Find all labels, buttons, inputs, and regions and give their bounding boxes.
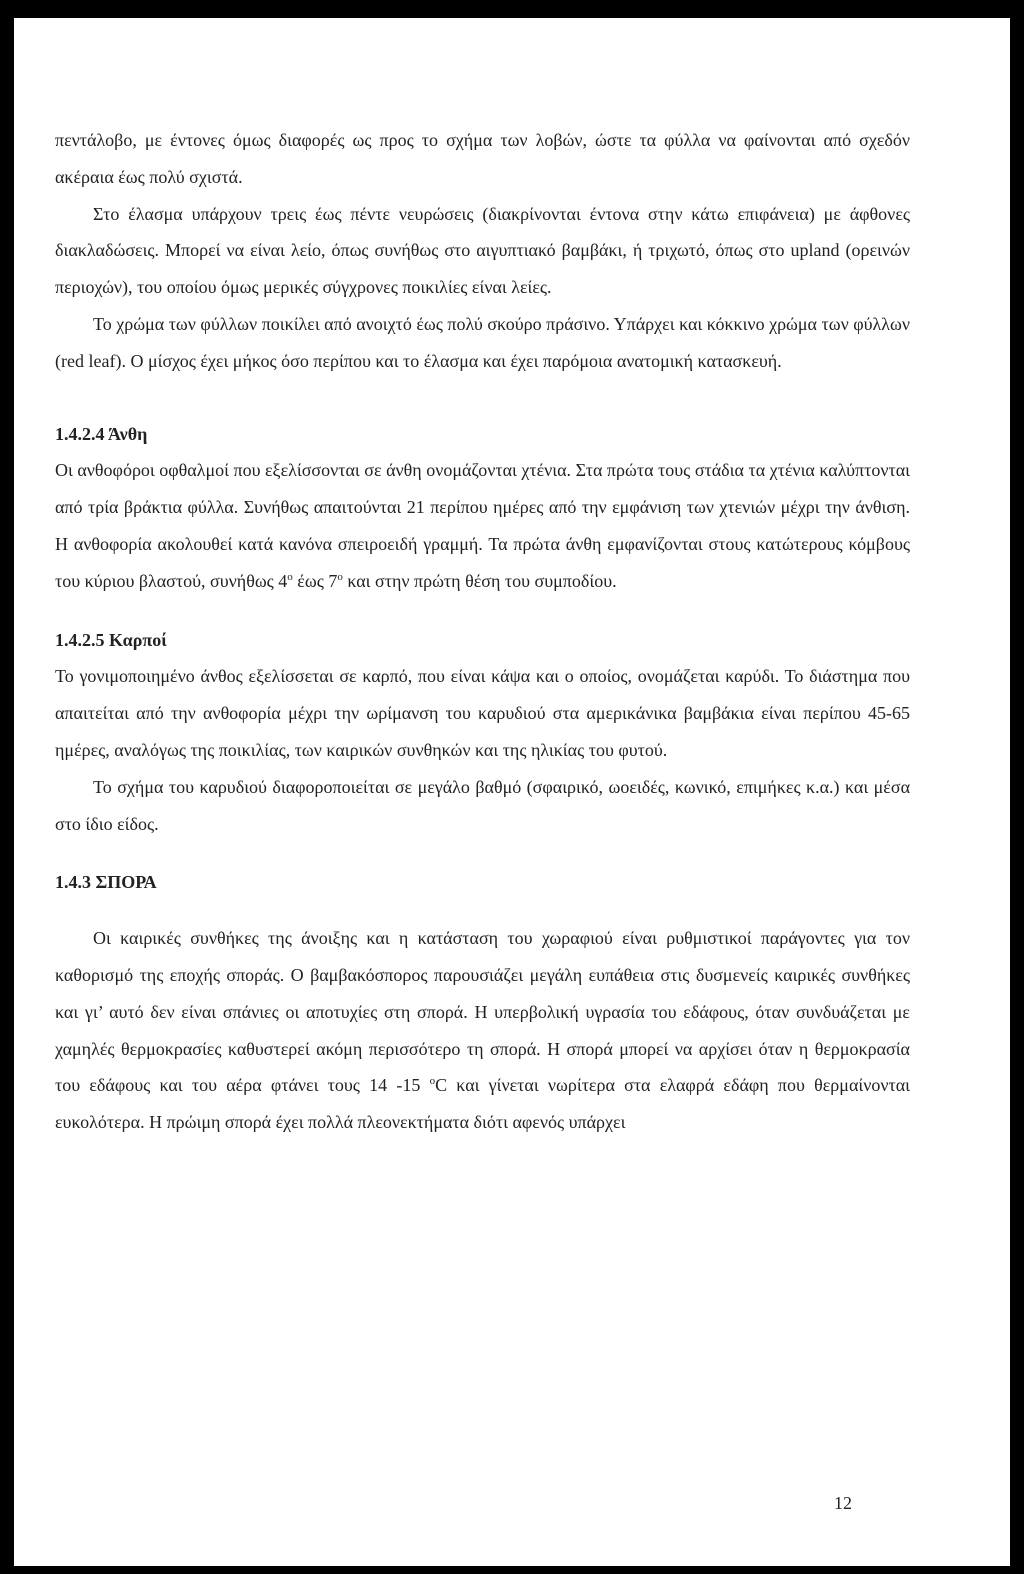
paragraph-fruit-shape: Το σχήμα του καρυδιού διαφοροποιείται σε μεγάλο βαθμό (σφαιρικό, ωοειδές, κωνικό, επιμήκες κ.α.) και μέσα στο ίδιο είδος. xyxy=(55,776,910,834)
flowers-text-2: έως 7 xyxy=(292,570,338,591)
section-number: 1.4.2.4 xyxy=(55,423,105,444)
document-page xyxy=(14,18,1010,1566)
paragraph-leaf-shape: πεντάλοβο, με έντονες όμως διαφορές ως προς το σχήμα των λοβών, ώστε τα φύλλα να φαίνονται από σχεδόν ακέραια έως πολύ σχιστά. xyxy=(55,130,910,187)
section-heading-fruits xyxy=(55,622,910,659)
flowers-text-3: και στην πρώτη θέση του συμποδίου. xyxy=(342,570,617,591)
paragraph-leaf-veins: Στο έλασμα υπάρχουν τρεις έως πέντε νευρώσεις (διακρίνονται έντονα στην κάτω επιφάνεια) με άφθονες διακλαδώσεις. Μπορεί να είναι λείο, όπως συνήθως στο αιγυπτιακό βαμβάκι, ή τριχωτό, όπως στο upland (ορεινών περιοχών), του οποίου όμως μερικές σύγχρονες ποικιλίες είναι λείες. xyxy=(55,203,910,298)
paragraph-fruit-boll: Το γονιμοποιημένο άνθος εξελίσσεται σε καρπό, που είναι κάψα και ο οποίος, ονομάζεται καρύδι. Το διάστημα που απαιτείται από την ανθοφορία μέχρι την ωρίμανση του καρυδιού στα αμερικάνικα βαμβάκια είναι περίπου 45-65 ημέρες, αναλόγως της ποικιλίας, των καιρικών συνθηκών και της ηλικίας του φυτού. xyxy=(55,666,910,760)
section-title: Άνθη xyxy=(108,423,148,444)
sowing-text-2: C και γίνεται νωρίτερα στα ελαφρά εδάφη που θερμαίνονται ευκολότερα. Η πρώιμη σπορά έχει πολλά πλεονεκτήματα διότι αφενός υπάρχει xyxy=(55,1075,910,1133)
sowing-text-1: Οι καιρικές συνθήκες της άνοιξης και η κατάσταση του χωραφιού είναι ρυθμιστικοί παράγοντες για τον καθορισμό της εποχής σποράς. Ο βαμβακόσπορος παρουσιάζει μεγάλη ευπάθεια στις δυσμενείς καιρικές συνθήκες και γι’ αυτό δεν είναι σπάνιες οι αποτυχίες στη σπορά. Η υπερβολική υγρασία του εδάφους, όταν συνδυάζεται με χαμηλές θερμοκρασίες καθυστερεί ακόμη περισσότερο τη σπορά. Η σπορά μπορεί να αρχίσει όταν η θερμοκρασία του εδάφους και του αέρα φτάνει τους 14 -15 xyxy=(55,928,910,1096)
page-content xyxy=(55,122,910,1141)
flowers-text-1: Οι ανθοφόροι οφθαλμοί που εξελίσσονται σε άνθη ονομάζονται χτένια. Στα πρώτα τους στάδια τα χτένια καλύπτονται από τρία βράκτια φύλλα. Συνήθως απαιτούνται 21 περίπου ημέρες από την εμφάνιση των χτενιών μέχρι την άνθιση. Η ανθοφορία ακολουθεί κατά κανόνα σπειροειδή γραμμή. Τα πρώτα άνθη εμφανίζονται στους κατώτερους κόμβους του κύριου βλαστού, συνήθως 4 xyxy=(55,460,910,591)
degree-superscript: ο xyxy=(429,1075,436,1088)
section-title: Καρποί xyxy=(109,629,167,650)
section-number: 1.4.2.5 xyxy=(55,629,105,650)
paragraph-sowing xyxy=(55,920,910,1141)
degree-superscript: ο xyxy=(337,570,343,583)
paragraph-flowers xyxy=(55,452,910,599)
section-heading-flowers xyxy=(55,416,910,453)
degree-superscript: ο xyxy=(287,570,293,583)
section-heading-sowing: 1.4.3 ΣΠΟΡΑ xyxy=(55,872,157,893)
paragraph-leaf-color: Το χρώμα των φύλλων ποικίλει από ανοιχτό έως πολύ σκούρο πράσινο. Υπάρχει και κόκκινο χρώμα των φύλλων (red leaf). Ο μίσχος έχει μήκος όσο περίπου και το έλασμα και έχει παρόμοια ανατομική κατασκευή. xyxy=(55,313,910,371)
page-number: 12 xyxy=(834,1493,852,1513)
